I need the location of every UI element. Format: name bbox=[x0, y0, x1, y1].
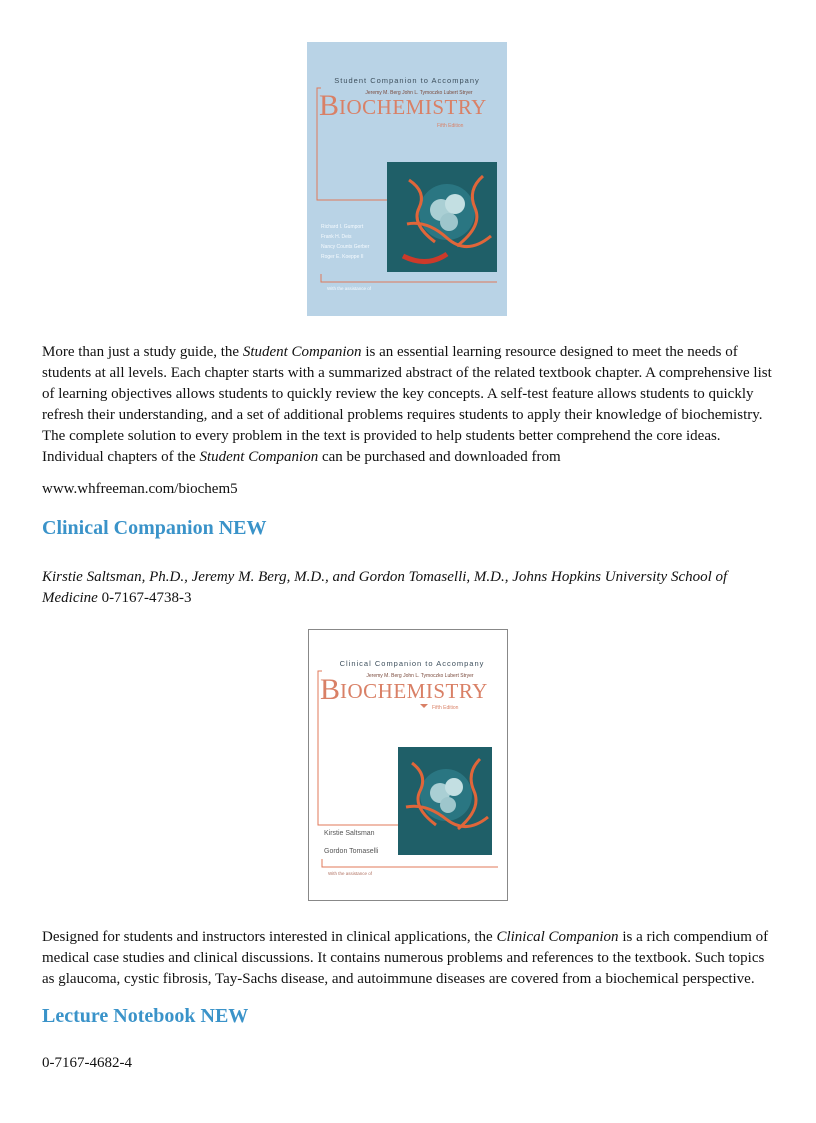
clinical-authors-text: Kirstie Saltsman, Ph.D., Jeremy M. Berg, M.D., and Gordon Tomaselli, M.D., Johns Hopkins University School of Medicine bbox=[42, 569, 728, 606]
student-cover-title-initial: B bbox=[319, 89, 340, 122]
student-desc-part-2: is an essential learning resource designed to meet the needs of students at all levels. Each chapter starts with a summarized abstract of the related textbook chapter. A comprehensive list of learning objectives allows students to quickly review the key concepts. A self-test feature allows students to quickly refresh their understanding, and a set of additional problems requires students to apply their knowledge of biochemistry. The complete solution to every problem in the text is provided to help students better comprehend the core ideas. Individual chapters of the bbox=[42, 344, 772, 465]
clinical-companion-description bbox=[42, 927, 777, 990]
student-companion-cover-image bbox=[307, 42, 507, 316]
student-cover-title: IOCHEMISTRY bbox=[339, 95, 487, 119]
clinical-desc-part-1: Designed for students and instructors interested in clinical applications, the bbox=[42, 929, 497, 945]
clinical-companion-cover-image bbox=[308, 629, 508, 901]
lecture-notebook-heading: Lecture Notebook NEW bbox=[42, 1005, 249, 1027]
student-desc-part-3: can be purchased and downloaded from bbox=[318, 449, 561, 465]
student-companion-description bbox=[42, 342, 777, 468]
student-cover-authors: Jeremy M. Berg John L. Tymoczko Lubert Stryer bbox=[365, 90, 473, 96]
student-cover-tagline: Student Companion to Accompany bbox=[334, 76, 480, 85]
student-cover-author-4: Roger E. Koeppe II bbox=[321, 254, 364, 260]
clinical-companion-heading: Clinical Companion NEW bbox=[42, 517, 267, 539]
student-cover-edition: Fifth Edition bbox=[437, 123, 464, 129]
clinical-cover-footer: With the assistance of bbox=[328, 871, 373, 876]
student-desc-emphasis-2: Student Companion bbox=[199, 449, 319, 465]
clinical-cover-edition: Fifth Edition bbox=[432, 705, 459, 711]
student-cover-footer: With the assistance of bbox=[327, 286, 372, 291]
student-cover-author-3: Nancy Counts Gerber bbox=[321, 244, 370, 250]
clinical-cover-authors: Jeremy M. Berg John L. Tymoczko Lubert Stryer bbox=[366, 673, 474, 679]
clinical-isbn: 0-7167-4738-3 bbox=[97, 590, 192, 606]
student-desc-emphasis-1: Student Companion bbox=[242, 344, 362, 360]
clinical-desc-emphasis: Clinical Companion bbox=[496, 929, 619, 945]
student-cover-author-2: Frank H. Deis bbox=[321, 234, 352, 240]
clinical-companion-authors bbox=[42, 567, 777, 609]
lecture-notebook-isbn: 0-7167-4682-4 bbox=[42, 1055, 132, 1071]
clinical-desc-part-2: is a rich compendium of medical case studies and clinical discussions. It contains numerous problems and references to the textbook. Such topics as glaucoma, cystic fibrosis, Tay-Sachs disease, and autoimmune diseases are covered from a biochemical perspective. bbox=[42, 929, 769, 987]
student-cover-author-1: Richard I. Gumport bbox=[321, 224, 364, 230]
clinical-cover-title-initial: B bbox=[320, 673, 341, 706]
clinical-cover-tagline: Clinical Companion to Accompany bbox=[339, 659, 485, 668]
student-desc-part-1: More than just a study guide, the bbox=[42, 344, 243, 360]
clinical-cover-author-1: Kirstie Saltsman bbox=[324, 830, 375, 837]
clinical-cover-author-2: Gordon Tomaselli bbox=[324, 848, 379, 855]
student-companion-url: www.whfreeman.com/biochem5 bbox=[42, 481, 238, 497]
clinical-cover-title: IOCHEMISTRY bbox=[340, 679, 488, 703]
